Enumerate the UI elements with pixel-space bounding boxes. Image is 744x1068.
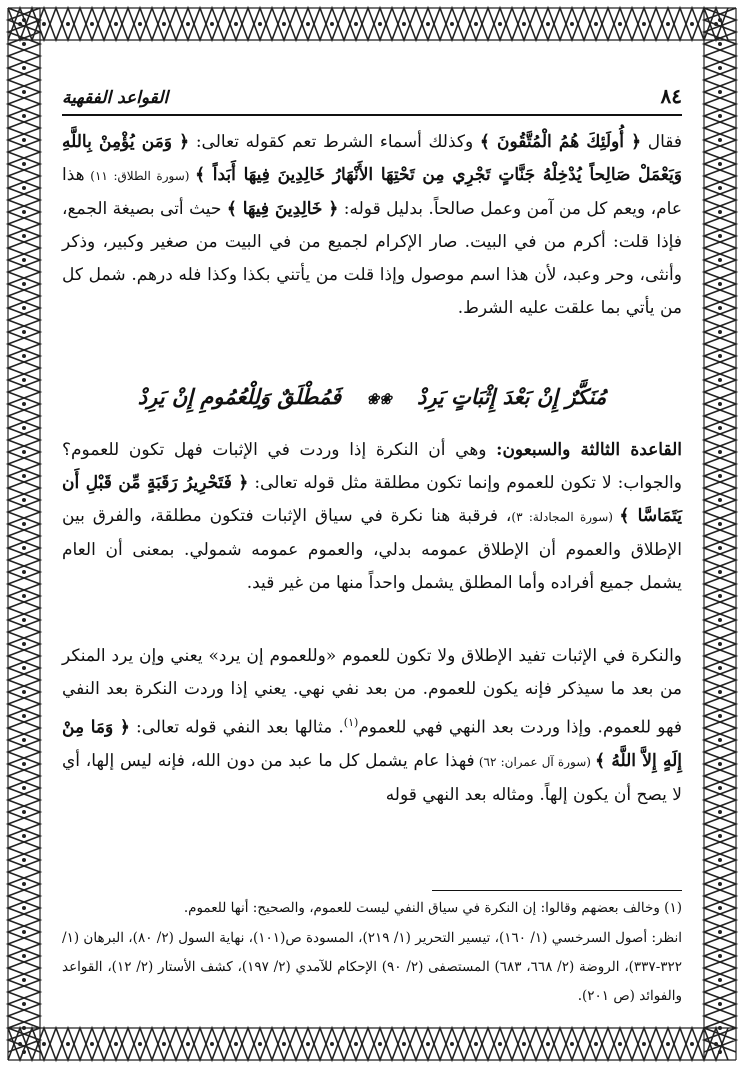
running-title: القواعد الفقهية bbox=[62, 88, 169, 108]
header-rule bbox=[62, 114, 682, 116]
surah-reference: (سورة المجادلة: ٣) bbox=[511, 510, 620, 524]
text-run: هذا عام، ويعم كل من آمن وعمل صالحاً. بدليل قوله: bbox=[62, 165, 682, 219]
page-body bbox=[62, 84, 682, 1024]
text-run: وكذلك أسماء الشرط تعم كقوله تعالى: bbox=[189, 132, 480, 152]
quran-quote: ﴿ فَتَحْرِيرُ رَقَبَةٍ مِّن قَبْلِ أَن يَتَمَاسَّا ﴾ bbox=[62, 473, 682, 526]
rule-heading: القاعدة الثالثة والسبعون: bbox=[496, 440, 682, 460]
text-run: فقال bbox=[641, 132, 683, 152]
surah-reference: (سورة الطلاق: ١١) bbox=[84, 169, 196, 183]
footnote-1: (١) وخالف بعضهم وقالوا: إن النكرة في سياق النفي ليست للعموم، والصحيح: أنها للعموم. bbox=[183, 900, 682, 916]
quran-quote: ﴿ وَمَن يُؤْمِنْ بِاللَّهِ وَيَعْمَلْ صَالِحاً يُدْخِلْهُ جَنَّاتٍ تَجْرِي مِن تَحْتِهَا الأَنْهَارُ خَالِدِينَ فِيهَا أَبَداً ﴾ bbox=[62, 132, 683, 185]
footnote-rule bbox=[432, 890, 682, 891]
verse-hemistich-left: فَمُطْلَقٌ وَلِلْعُمُومِ إِنْ يَرِدْ bbox=[137, 384, 342, 409]
paragraph-2 bbox=[62, 434, 682, 600]
quran-quote: ﴿ خَالِدِينَ فِيهَا ﴾ bbox=[226, 199, 339, 219]
page-number: ٨٤ bbox=[660, 84, 682, 108]
quran-quote: ﴿ أُولَئِكَ هُمُ الْمُتَّقُونَ ﴾ bbox=[479, 132, 642, 152]
verse-ornament: ❀❀ bbox=[366, 390, 392, 408]
footnote-references: انظر: أصول السرخسي (١/ ١٦٠)، تيسير التحرير (١/ ٢١٩)، المسودة ص(١٠١)، نهاية السول (٢/ ٨٠)، البرهان (١/ ٣٢٢-٣٣٧)، الروضة (٢/ ٦٦٨، ٦٨٣) المستصفى (٢/ ٩٠) الإحكام للآمدي (٢/ ١٩٧)، كشف الأستار (٢/ ١٢)، القواعد والفوائد (ص ٢٠١). bbox=[62, 930, 683, 1004]
text-run: ، فرقبة هنا نكرة في سياق الإثبات فتكون مطلقة، والفرق بين الإطلاق والعموم أن الإطلاق عمومه بدلي، والعموم عمومه شمولي. بمعنى أن العام يشمل جميع أفراده وأما المطلق يشمل واحداً منها من غير قيد. bbox=[62, 506, 682, 593]
paragraph-1 bbox=[62, 126, 682, 325]
quran-quote: ﴿ وَمَا مِنْ إِلَهٍ إِلاَّ اللَّهُ ﴾ bbox=[62, 717, 682, 771]
text-run: وهي أن النكرة إذا وردت في الإثبات فهل تكون للعموم؟ والجواب: لا تكون للعموم وإنما تكون مطلقة مثل قوله تعالى: bbox=[62, 440, 682, 493]
text-run: والنكرة في الإثبات تفيد الإطلاق ولا تكون للعموم «وللعموم إن يرد» يعني وإن يرد المنكر من بعد ما سيذكر فإنه يكون للعموم. من بعد نفي نهي. يعني إذا وردت النكرة بعد النفي فهو للعموم. وإذا وردت بعد النهي فهي للعموم bbox=[62, 646, 682, 738]
verse-hemistich-right: مُنَكَّرٌ إِنْ بَعْدَ إِثْبَاتٍ يَرِدْ bbox=[416, 384, 607, 409]
footnote-marker: (١) bbox=[343, 716, 359, 729]
text-run: حيث أتى بصيغة الجمع، فإذا قلت: أكرم من في البيت. صار الإكرام لجميع من في البيت من صغير وكبير، وذكر وأنثى، وحر وعبد، لأن هذا اسم موصول وإذا قلت من يأتني بكذا وكذا فله درهم. شمل كل من يأتي بما علقت عليه الشرط. bbox=[62, 199, 682, 318]
page-header bbox=[62, 84, 682, 114]
surah-reference: (سورة آل عمران: ٦٢) bbox=[474, 754, 596, 769]
text-run: . مثالها بعد النفي قوله تعالى: bbox=[129, 717, 344, 738]
poem-verse bbox=[62, 384, 682, 424]
paragraph-3 bbox=[62, 640, 682, 812]
text-run: فهذا عام يشمل كل ما عبد من دون الله، فإنه ليس إلها، أي لا يصح أن يكون إلهاً. ومثاله بعد النهي قوله bbox=[62, 750, 682, 805]
